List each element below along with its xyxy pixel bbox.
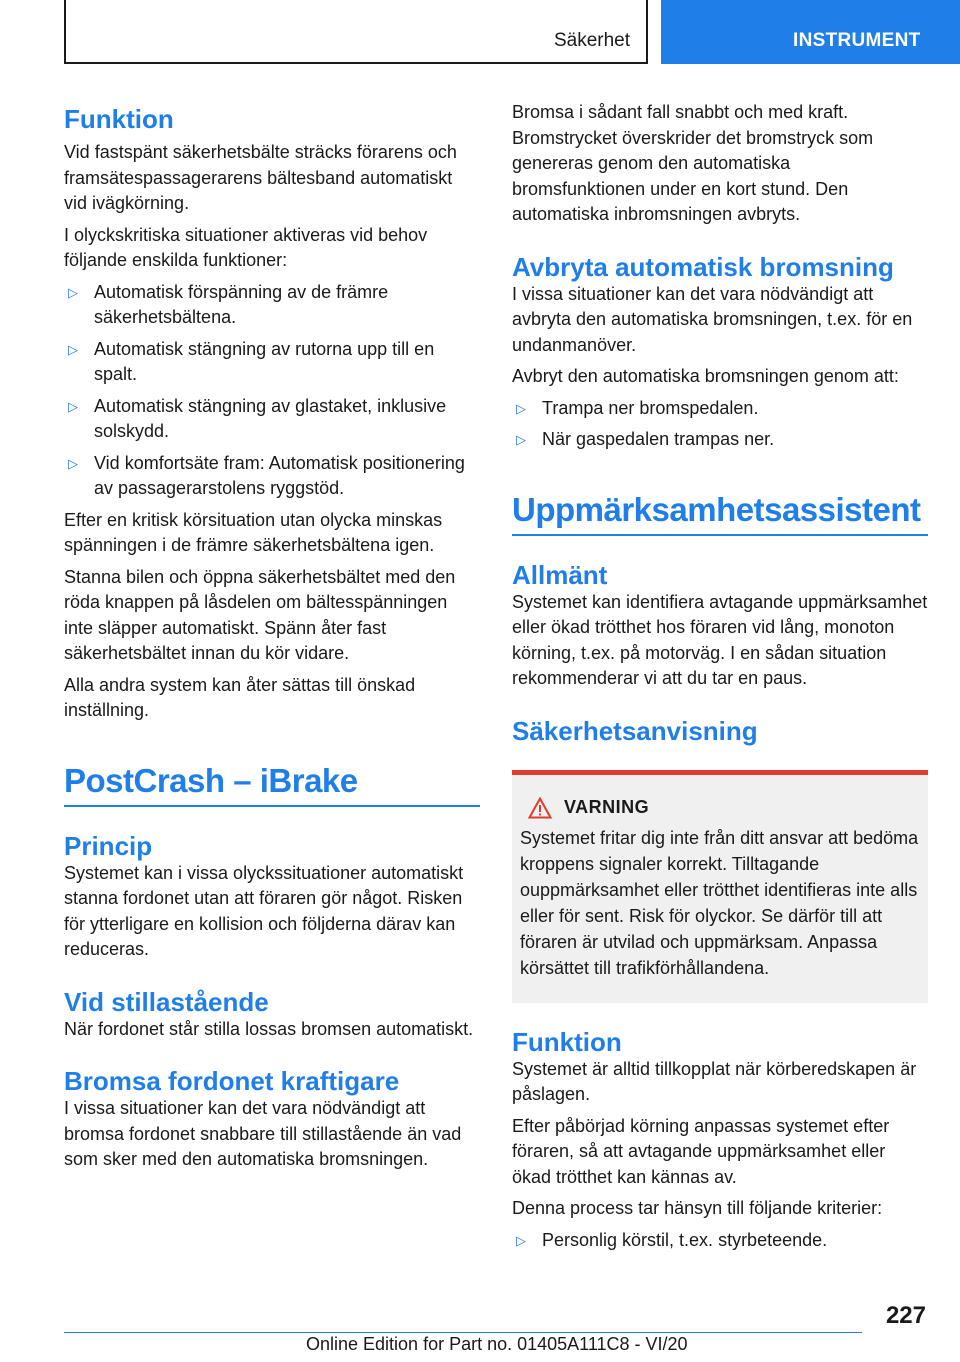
warning-label: VARNING <box>564 797 650 817</box>
footer-edition: Online Edition for Part no. 01405A111C8 - VI/20 <box>306 1334 688 1354</box>
header-frame <box>64 0 648 64</box>
warning-text: Systemet fritar dig inte från ditt ansvar att bedöma kroppens signaler korrekt. Tilltagande ouppmärksamhet eller trötthet identifieras inte alls eller för sent. Risk för olyckor. Se därför till att föraren är utvilad och uppmärksam. Anpassa körsättet till trafikförhållandena. <box>520 827 919 978</box>
avbryta-list <box>512 396 928 453</box>
uppmarksamhet-heading: Uppmärksamhetsassistent <box>512 491 928 536</box>
left-column <box>64 100 480 1173</box>
paragraph: Denna process tar hänsyn till följande kriterier: <box>512 1198 883 1218</box>
warning-triangle-icon <box>528 797 552 819</box>
paragraph: Avbryt den automatiska bromsningen genom att: <box>512 366 899 386</box>
sakerhetsanvisning-heading: Säkerhetsanvisning <box>512 715 758 746</box>
list-item: ▷ Automatisk stängning av glastaket, inklusive solskydd. <box>68 395 447 441</box>
warning-box <box>512 770 928 1003</box>
bromsa-heading: Bromsa fordonet kraftigare <box>64 1066 400 1096</box>
avbryta-heading: Avbryta automatisk bromsning <box>512 251 894 282</box>
right-column <box>512 100 928 1253</box>
paragraph: Efter påbörjad körning anpassas systemet efter föraren, så att avtagande uppmärksamhet eller ökad trötthet kan kännas av. <box>512 1115 890 1187</box>
triangle-bullet-icon: ▷ <box>516 432 526 447</box>
list-item: ▷ Automatisk förspänning av de främre säkerhetsbältena. <box>68 281 389 327</box>
triangle-bullet-icon: ▷ <box>68 455 78 471</box>
kriterier-list <box>512 1228 928 1254</box>
header-section-title: Säkerhet <box>553 30 630 51</box>
paragraph: I vissa situationer kan det vara nödvändigt att bromsa fordonet snabbare till stillastående än vad som sker med den automatiska bromsningen. <box>64 1098 462 1169</box>
paragraph: Systemet är alltid tillkopplat när körberedskapen är påslagen. <box>512 1058 917 1104</box>
triangle-bullet-icon: ▷ <box>68 398 78 414</box>
paragraph: I vissa situationer kan det vara nödvändigt att avbryta den automatiska bromsningen, t.ex. för en undanmanöver. <box>512 283 913 355</box>
paragraph: När fordonet står stilla lossas bromsen automatiskt. <box>64 1018 474 1039</box>
princip-heading: Princip <box>64 830 153 861</box>
paragraph: Systemet kan i vissa olyckssituationer automatiskt stanna fordonet utan att föraren gör något. Risken för ytterligare en kollision och följderna därav kan reduceras. <box>64 862 464 959</box>
triangle-bullet-icon: ▷ <box>68 341 78 357</box>
list-item: ▷ Vid komfortsäte fram: Automatisk positionering av passagerarstolens ryggstöd. <box>68 452 465 498</box>
postcrash-heading: PostCrash – iBrake <box>64 762 480 807</box>
paragraph: Efter en kritisk körsituation utan olycka minskas spänningen i de främre säkerhetsbältena igen. <box>64 509 443 555</box>
funktion-heading: Funktion <box>512 1026 622 1057</box>
list-item: ▷ När gaspedalen trampas ner. <box>512 427 928 453</box>
funktion-list <box>64 280 480 502</box>
stillastaende-heading: Vid stillastående <box>64 986 269 1017</box>
funktion-heading: Funktion <box>64 104 174 134</box>
footer-divider <box>64 1332 862 1333</box>
list-item: ▷ Automatisk stängning av rutorna upp till en spalt. <box>68 338 435 384</box>
triangle-bullet-icon: ▷ <box>516 400 526 416</box>
triangle-bullet-icon: ▷ <box>68 284 78 300</box>
list-item: ▷ Personlig körstil, t.ex. styrbeteende. <box>512 1228 928 1254</box>
list-item: ▷ Trampa ner bromspedalen. <box>512 396 928 422</box>
triangle-bullet-icon: ▷ <box>516 1232 526 1248</box>
paragraph: Systemet kan identifiera avtagande uppmärksamhet eller ökad trötthet hos föraren vid lång, monoton körning, t.ex. på motorväg. I en sådan situation rekommenderar vi att du tar en paus. <box>512 591 928 688</box>
allmant-heading: Allmänt <box>512 559 608 590</box>
paragraph: Bromsa i sådant fall snabbt och med kraft. Bromstrycket överskrider det bromstryck som genereras genom den automatiska bromsfunktionen under en kort stund. Den automatiska inbromsningen avbryts. <box>512 102 874 224</box>
warning-header <box>520 797 920 819</box>
page-number: 227 <box>885 1302 926 1329</box>
paragraph: Stanna bilen och öppna säkerhetsbältet med den röda knappen på låsdelen om bältesspänningen inte släpper automatiskt. Spänn åter fast säkerhetsbältet innan du kör vidare. <box>64 566 456 663</box>
paragraph: Alla andra system kan åter sättas till önskad inställning. <box>64 674 416 720</box>
paragraph: I olyckskritiska situationer aktiveras vid behov följande enskilda funktioner: <box>64 224 428 270</box>
paragraph: Vid fastspänt säkerhetsbälte sträcks förarens och framsätespassagerarens bältesband automatiskt vid ivägkörning. <box>64 142 457 213</box>
header-chapter-tab[interactable]: INSTRUMENT <box>661 0 960 64</box>
